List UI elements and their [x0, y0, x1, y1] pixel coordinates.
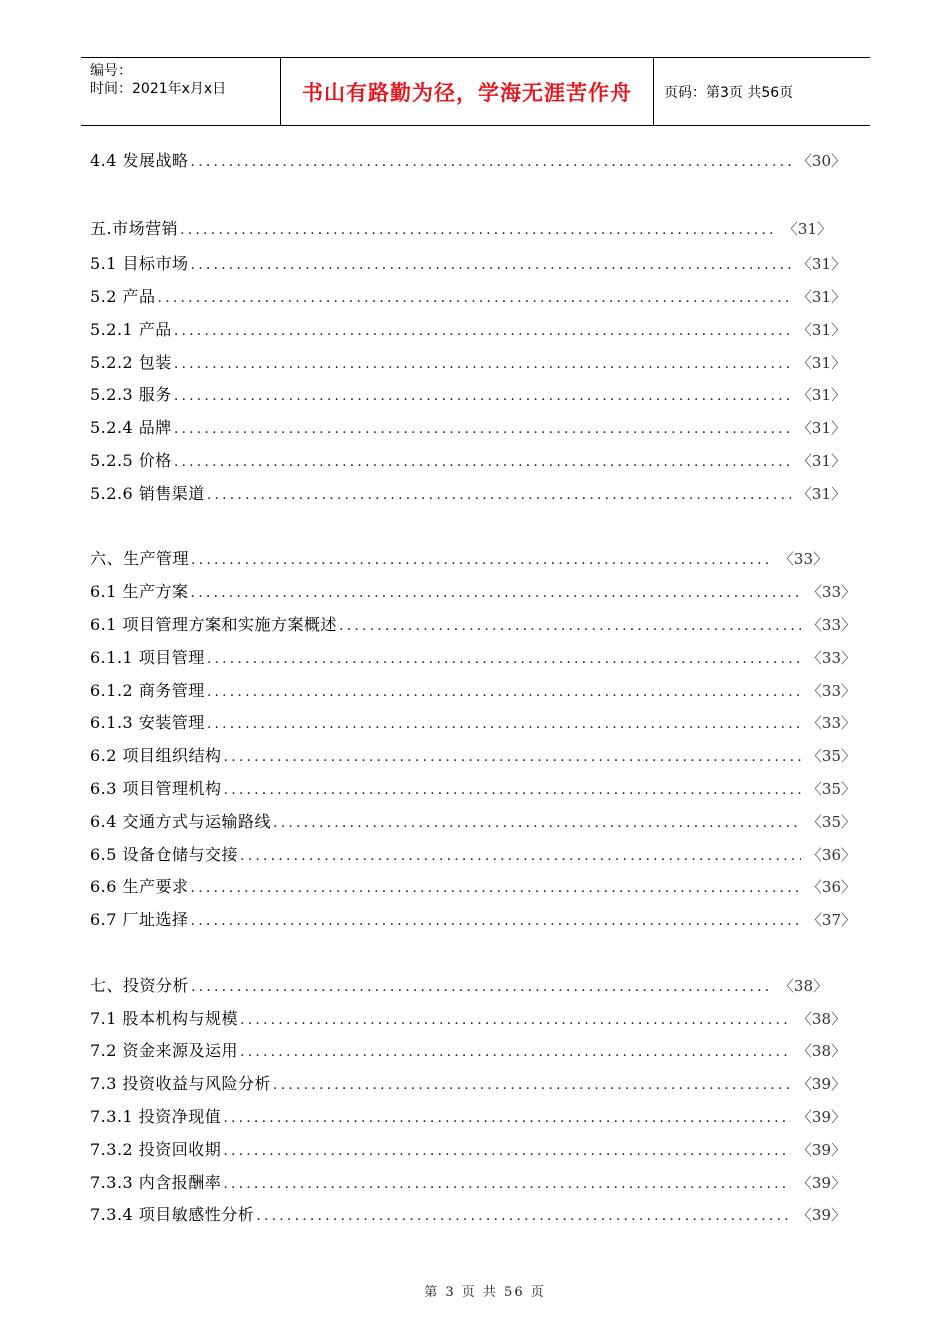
page-footer: 第 3 页 共 56 页 [424, 1285, 546, 1300]
toc-entry[interactable] [90, 972, 828, 996]
toc-entry[interactable] [90, 1201, 846, 1225]
toc-entry[interactable] [90, 775, 856, 799]
toc-entry-page: 〈38〉 [796, 1042, 846, 1060]
toc-entry-label: 6.1.2 商务管理 [90, 681, 205, 700]
toc-entry-label: 6.3 项目管理机构 [90, 779, 222, 798]
document-number-label: 编号： [90, 63, 132, 79]
toc-entry[interactable] [90, 447, 846, 471]
toc-entry-page: 〈37〉 [806, 911, 856, 929]
toc-entry-label: 5.1 目标市场 [90, 254, 189, 273]
toc-leader-dots [339, 617, 801, 635]
toc-entry-page: 〈33〉 [778, 550, 828, 568]
toc-entry[interactable] [90, 578, 856, 602]
toc-entry[interactable] [90, 1169, 846, 1193]
toc-entry[interactable] [90, 1070, 846, 1094]
toc-entry[interactable] [90, 677, 856, 701]
toc-entry[interactable] [90, 349, 846, 373]
toc-entry-label: 五.市场营销 [90, 219, 179, 238]
toc-leader-dots [174, 355, 791, 373]
toc-entry-page: 〈31〉 [796, 419, 846, 437]
toc-entry-label: 7.3 投资收益与风险分析 [90, 1074, 272, 1093]
toc-leader-dots [240, 1043, 791, 1061]
toc-leader-dots [174, 322, 791, 340]
toc-entry-label: 4.4 发展战略 [90, 151, 189, 170]
toc-entry[interactable] [90, 381, 846, 405]
toc-entry-page: 〈33〉 [806, 714, 856, 732]
toc-leader-dots [224, 748, 801, 766]
toc-leader-dots [191, 879, 801, 897]
toc-entry-page: 〈31〉 [796, 321, 846, 339]
toc-entry[interactable] [90, 1103, 846, 1127]
toc-entry-label: 6.4 交通方式与运输路线 [90, 812, 272, 831]
toc-entry-page: 〈36〉 [806, 846, 856, 864]
toc-entry-label: 5.2 产品 [90, 287, 156, 306]
toc-entry-label: 6.1 生产方案 [90, 582, 189, 601]
toc-entry-page: 〈33〉 [806, 682, 856, 700]
toc-entry-page: 〈36〉 [806, 878, 856, 896]
header-meta [81, 58, 281, 125]
toc-entry-label: 6.7 厂址选择 [90, 910, 189, 929]
toc-entry[interactable] [90, 873, 856, 897]
toc-entry-label: 7.3.3 内含报酬率 [90, 1173, 222, 1192]
toc-entry[interactable] [90, 1005, 846, 1029]
toc-entry[interactable] [90, 906, 856, 930]
toc-entry-page: 〈39〉 [796, 1108, 846, 1126]
toc-entry-label: 5.2.2 包装 [90, 353, 172, 372]
toc-leader-dots [191, 256, 791, 274]
toc-entry-label: 7.3.1 投资净现值 [90, 1107, 222, 1126]
toc-leader-dots [207, 715, 801, 733]
toc-entry[interactable] [90, 414, 846, 438]
toc-entry[interactable] [90, 215, 832, 239]
header-motto: 书山有路勤为径，学海无涯苦作舟 [281, 58, 654, 125]
toc-entry-label: 5.2.5 价格 [90, 451, 172, 470]
toc-entry-page: 〈39〉 [796, 1075, 846, 1093]
toc-entry-page: 〈31〉 [782, 220, 832, 238]
toc-leader-dots [256, 1207, 791, 1225]
toc-entry[interactable] [90, 742, 856, 766]
toc-entry-page: 〈33〉 [806, 616, 856, 634]
toc-entry[interactable] [90, 545, 828, 569]
toc-leader-dots [191, 584, 801, 602]
toc-entry-label: 5.2.6 销售渠道 [90, 484, 205, 503]
toc-leader-dots [191, 912, 801, 930]
toc-leader-dots [223, 1109, 791, 1127]
toc-leader-dots [273, 814, 801, 832]
toc-leader-dots [240, 1011, 791, 1029]
toc-leader-dots [174, 420, 791, 438]
toc-leader-dots [191, 551, 773, 569]
toc-entry-label: 5.2.3 服务 [90, 385, 172, 404]
toc-entry[interactable] [90, 147, 846, 171]
toc-entry-page: 〈31〉 [796, 354, 846, 372]
document-header [81, 57, 870, 126]
toc-leader-dots [158, 289, 791, 307]
toc-entry-label: 7.3.2 投资回收期 [90, 1140, 222, 1159]
toc-leader-dots [223, 1175, 791, 1193]
toc-entry-page: 〈33〉 [806, 649, 856, 667]
document-date: 时间：2021年x月x日 [90, 81, 227, 97]
toc-leader-dots [207, 486, 791, 504]
toc-entry-label: 6.1.3 安装管理 [90, 713, 205, 732]
toc-entry[interactable] [90, 250, 846, 274]
toc-entry-label: 6.5 设备仓储与交接 [90, 845, 239, 864]
toc-entry-page: 〈31〉 [796, 485, 846, 503]
toc-entry-page: 〈33〉 [806, 583, 856, 601]
toc-leader-dots [207, 683, 801, 701]
toc-entry[interactable] [90, 808, 856, 832]
toc-entry-label: 六、生产管理 [90, 549, 190, 568]
toc-entry-label: 七、投资分析 [90, 976, 190, 995]
toc-leader-dots [223, 1142, 791, 1160]
toc-entry[interactable] [90, 709, 856, 733]
toc-entry-page: 〈35〉 [806, 747, 856, 765]
toc-entry-label: 5.2.1 产品 [90, 320, 172, 339]
toc-entry-page: 〈38〉 [778, 977, 828, 995]
toc-entry-page: 〈31〉 [796, 452, 846, 470]
toc-leader-dots [224, 781, 801, 799]
toc-entry[interactable] [90, 841, 856, 865]
toc-leader-dots [191, 978, 773, 996]
toc-entry-page: 〈30〉 [796, 152, 846, 170]
toc-leader-dots [174, 387, 791, 405]
toc-leader-dots [174, 453, 791, 471]
toc-entry-page: 〈39〉 [796, 1141, 846, 1159]
toc-entry-label: 7.3.4 项目敏感性分析 [90, 1205, 255, 1224]
toc-leader-dots [273, 1076, 791, 1094]
toc-entry-label: 5.2.4 品牌 [90, 418, 172, 437]
toc-leader-dots [191, 153, 791, 171]
header-page-info: 页码：第3页 共56页 [664, 84, 794, 101]
toc-entry-label: 6.1 项目管理方案和实施方案概述 [90, 615, 338, 634]
toc-entry-page: 〈35〉 [806, 780, 856, 798]
toc-entry-label: 7.1 股本机构与规模 [90, 1009, 239, 1028]
toc-entry[interactable] [90, 644, 856, 668]
toc-entry-page: 〈39〉 [796, 1206, 846, 1224]
toc-entry-label: 6.2 项目组织结构 [90, 746, 222, 765]
toc-entry-page: 〈35〉 [806, 813, 856, 831]
toc-entry-page: 〈31〉 [796, 386, 846, 404]
toc-entry[interactable] [90, 1136, 846, 1160]
toc-entry[interactable] [90, 1037, 846, 1061]
toc-leader-dots [180, 221, 777, 239]
toc-entry[interactable] [90, 283, 846, 307]
toc-entry-page: 〈38〉 [796, 1010, 846, 1028]
toc-entry[interactable] [90, 480, 846, 504]
toc-entry-label: 6.1.1 项目管理 [90, 648, 205, 667]
toc-entry-page: 〈39〉 [796, 1174, 846, 1192]
toc-entry-label: 7.2 资金来源及运用 [90, 1041, 239, 1060]
toc-entry-page: 〈31〉 [796, 255, 846, 273]
toc-entry[interactable] [90, 316, 846, 340]
toc-entry-page: 〈31〉 [796, 288, 846, 306]
toc-leader-dots [207, 650, 801, 668]
toc-entry[interactable] [90, 611, 856, 635]
toc-entry-label: 6.6 生产要求 [90, 877, 189, 896]
toc-leader-dots [240, 847, 801, 865]
